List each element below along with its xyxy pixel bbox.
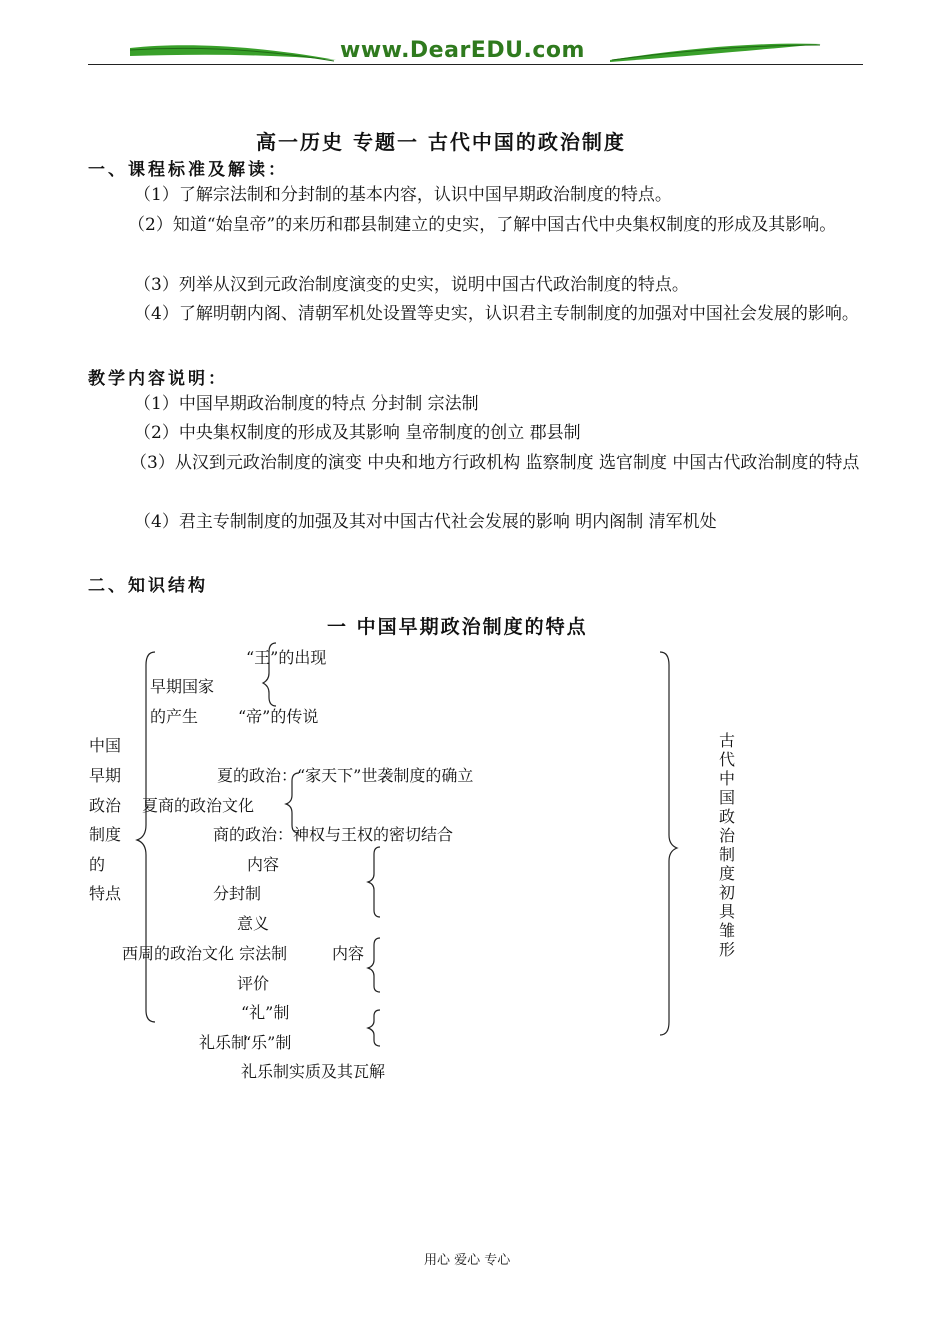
right-label-char: 初 xyxy=(718,883,735,902)
site-name: www.DearEDU.com xyxy=(340,38,585,63)
node-early-state-1: 早期国家 xyxy=(150,677,215,696)
node-early-state-2: 的产生 xyxy=(150,707,199,726)
section1-heading: 一、课程标准及解读： xyxy=(88,160,288,180)
right-label-char: 古 xyxy=(718,731,735,750)
content-item-2: （2）中央集权制度的形成及其影响 皇帝制度的创立 郡县制 xyxy=(134,423,581,443)
left-label-line-4: 制度 xyxy=(89,825,122,844)
fenfeng-brace xyxy=(368,847,380,917)
right-label-char: 雏 xyxy=(718,921,735,940)
content-item-4: （4）君主专制制度的加强及其对中国古代社会发展的影响 明内阁制 清军机处 xyxy=(134,512,717,532)
right-label-char: 治 xyxy=(718,826,735,845)
node-fenfeng: 分封制 xyxy=(213,884,262,903)
standard-item-1: （1）了解宗法制和分封制的基本内容，认识中国早期政治制度的特点。 xyxy=(134,185,672,205)
right-label-char: 形 xyxy=(718,940,735,959)
node-yiyi: 意义 xyxy=(237,914,270,933)
footer-motto: 用心 爱心 专心 xyxy=(424,1253,511,1268)
right-label-char: 政 xyxy=(718,807,735,826)
node-yue-zhi: “乐”制 xyxy=(243,1033,292,1052)
content-item-1: （1）中国早期政治制度的特点 分封制 宗法制 xyxy=(134,394,479,414)
liyue-brace xyxy=(368,1010,380,1046)
node-pingjia: 评价 xyxy=(237,974,270,993)
node-wang: “王”的出现 xyxy=(246,648,327,667)
node-shang: 商的政治：神权与王权的密切结合 xyxy=(213,825,454,844)
section2-heading: 二、知识结构 xyxy=(88,576,208,596)
standard-item-2: （2）知道“始皇帝”的来历和郡县制建立的史实，了解中国古代中央集权制度的形成及其影响。 xyxy=(128,215,837,235)
left-label-line-2: 早期 xyxy=(89,766,122,785)
diagram-heading: 一 中国早期政治制度的特点 xyxy=(327,616,588,638)
node-di: “帝”的传说 xyxy=(238,707,319,726)
node-liyue-essence: 礼乐制实质及其瓦解 xyxy=(241,1062,386,1081)
right-label-char: 具 xyxy=(718,902,735,921)
zongfa-brace xyxy=(368,938,380,992)
right-label-vertical xyxy=(716,731,738,959)
page-title: 高一历史 专题一 古代中国的政治制度 xyxy=(256,130,626,154)
node-neirong-2: 内容 xyxy=(332,944,365,963)
standard-item-3: （3）列举从汉到元政治制度演变的史实，说明中国古代政治制度的特点。 xyxy=(134,275,689,295)
left-label-line-6: 特点 xyxy=(89,884,122,903)
node-liyue: 礼乐制 xyxy=(199,1033,248,1052)
left-label-line-3: 政治 xyxy=(89,796,122,815)
right-label-char: 国 xyxy=(718,788,735,807)
node-xizhou: 西周的政治文化 宗法制 xyxy=(122,944,288,963)
main-right-brace xyxy=(660,652,677,1035)
right-label-char: 中 xyxy=(718,769,735,788)
right-label-char: 度 xyxy=(718,864,735,883)
content-item-3: （3）从汉到元政治制度的演变 中央和地方行政机构 监察制度 选官制度 中国古代政治制度的特点 xyxy=(130,453,860,473)
standard-item-4: （4）了解明朝内阁、清朝军机处设置等史实，认识君主专制制度的加强对中国社会发展的影响。 xyxy=(134,304,859,324)
node-li-zhi: “礼”制 xyxy=(241,1003,290,1022)
right-label-char: 制 xyxy=(718,845,735,864)
node-xiashang: 夏商的政治文化 xyxy=(142,796,255,815)
right-label-char: 代 xyxy=(718,750,735,769)
content-heading: 教学内容说明： xyxy=(88,369,228,389)
left-label-line-1: 中国 xyxy=(89,736,122,755)
node-xia: 夏的政治：“家天下”世袭制度的确立 xyxy=(217,766,474,785)
node-neirong-1: 内容 xyxy=(247,855,280,874)
left-label-line-5: 的 xyxy=(89,855,106,874)
